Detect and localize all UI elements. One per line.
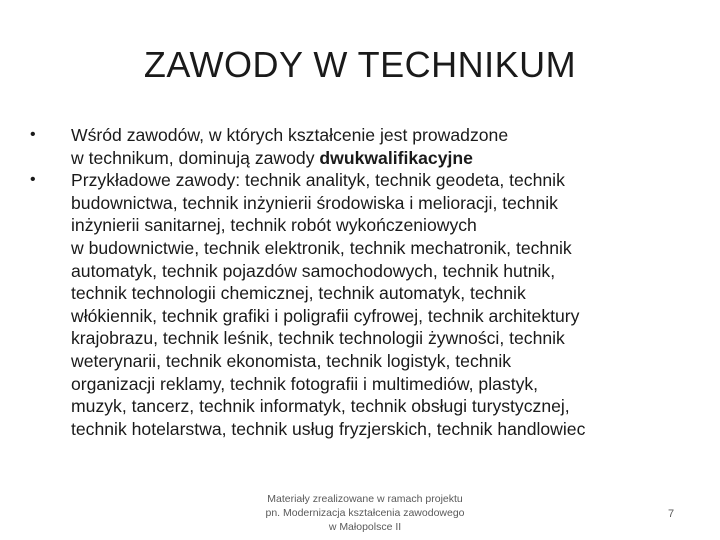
bullet-item-2	[30, 169, 690, 440]
bullet-1-emphasis: dwukwalifikacyjne	[319, 147, 473, 168]
bullet-2-line: włókiennik, technik grafiki i poligrafii cyfrowej, technik architektury	[71, 305, 580, 326]
bullet-1-line-1: Wśród zawodów, w których kształcenie jest prowadzone	[71, 125, 509, 145]
bullet-1-line-2	[71, 147, 690, 170]
bullet-2-line: technik technologii chemicznej, technik automatyk, technik	[71, 283, 526, 304]
bullet-2-line: Przykładowe zawody: technik analityk, technik geodeta, technik	[71, 170, 565, 191]
bullet-2-line: inżynierii sanitarnej, technik robót wykończeniowych	[71, 215, 477, 236]
slide-title: ZAWODY W TECHNIKUM	[143, 44, 577, 85]
bullet-2-line: budownictwa, technik inżynierii środowiska i melioracji, technik	[71, 192, 558, 213]
footer-note	[245, 492, 485, 534]
bullet-2-line: muzyk, tancerz, technik informatyk, technik obsługi turystycznej,	[71, 396, 570, 417]
footer-line: w Małopolsce II	[328, 521, 402, 533]
footer-line: Materiały zrealizowane w ramach projektu	[267, 493, 463, 505]
bullet-item-1	[30, 124, 690, 169]
bullet-2-line: w budownictwie, technik elektronik, technik mechatronik, technik	[71, 237, 572, 258]
bullet-2-line: technik hotelarstwa, technik usług fryzjerskich, technik handlowiec	[71, 418, 586, 439]
bullet-2-line: weterynarii, technik ekonomista, technik logistyk, technik	[71, 350, 512, 371]
bullet-2-line: krajobrazu, technik leśnik, technik technologii żywności, technik	[71, 328, 565, 349]
bullet-marker: •	[30, 171, 36, 189]
bullet-list	[30, 124, 690, 440]
bullet-2-line: automatyk, technik pojazdów samochodowych, technik hutnik,	[71, 260, 556, 281]
bullet-1-text: w technikum, dominują zawody	[71, 147, 320, 168]
page-number: 7	[668, 508, 675, 520]
footer-line: pn. Modernizacja kształcenia zawodowego	[265, 507, 465, 519]
bullet-2-line: organizacji reklamy, technik fotografii i multimediów, plastyk,	[71, 373, 539, 394]
bullet-marker: •	[30, 126, 36, 143]
